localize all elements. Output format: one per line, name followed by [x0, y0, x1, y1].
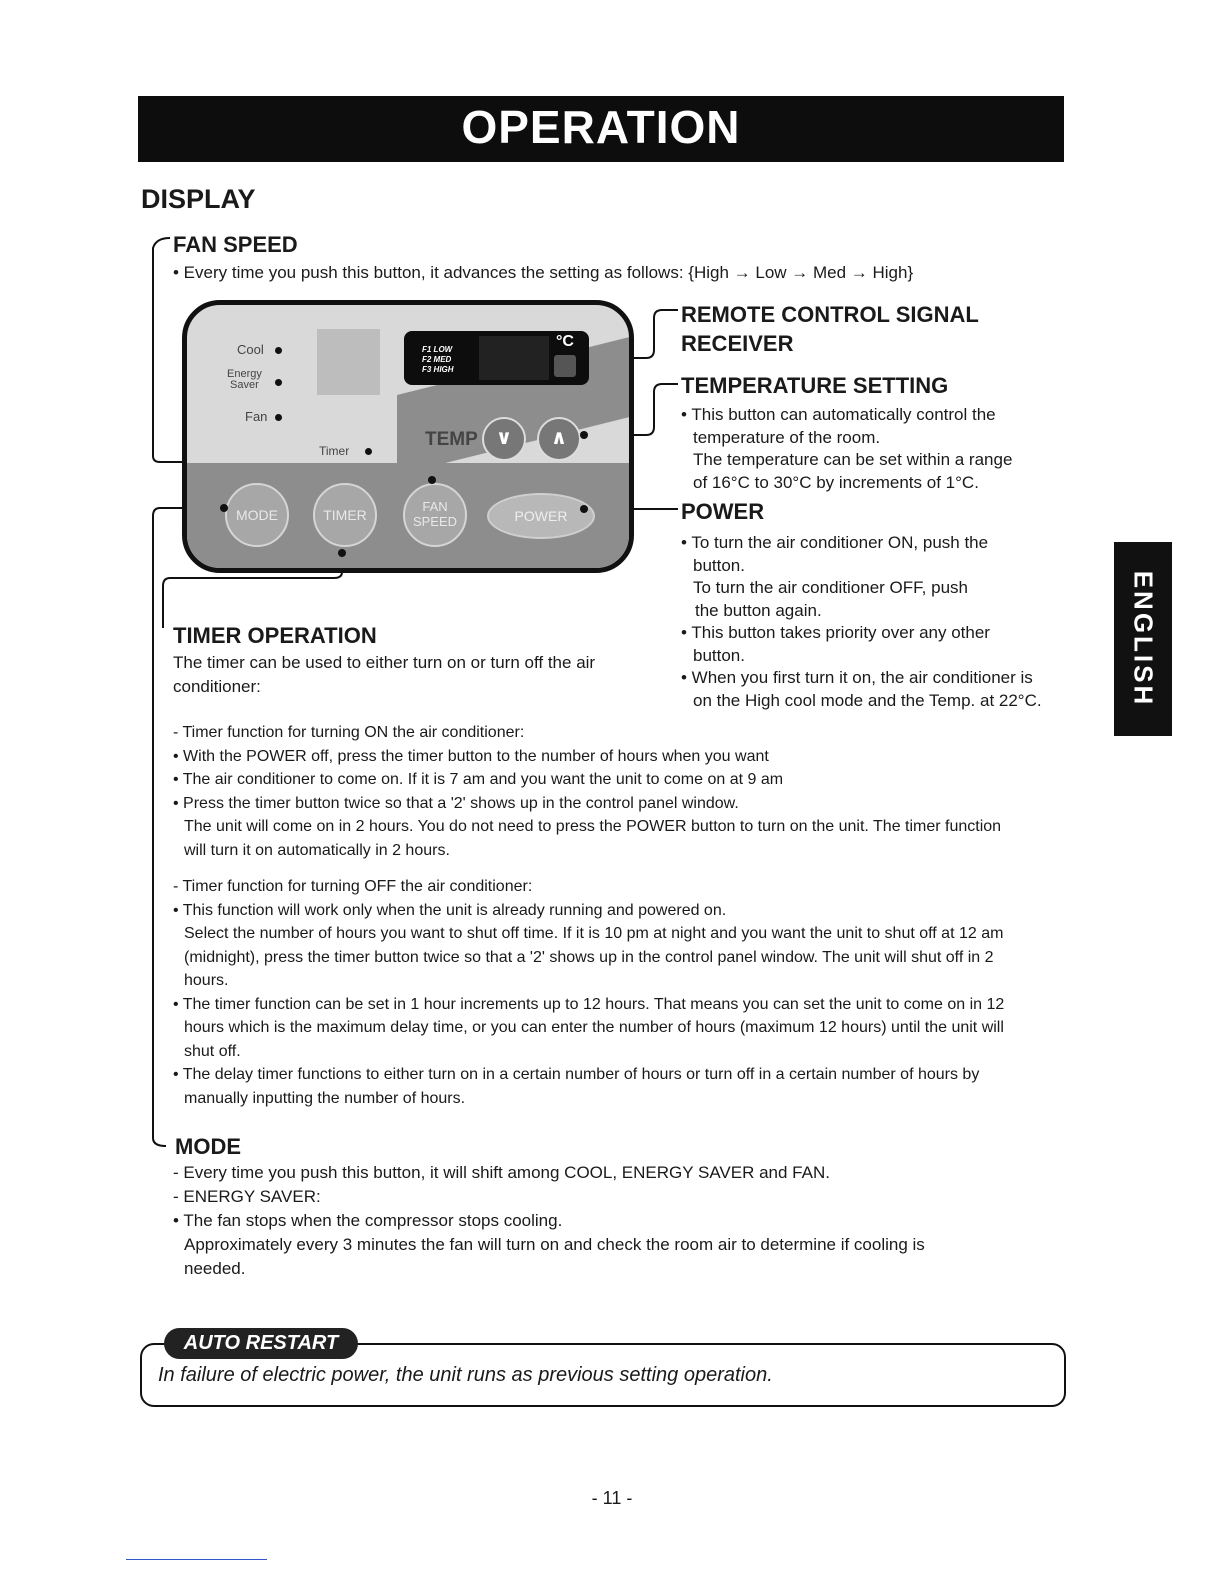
timer-off-line: • The delay timer functions to either turn on in a certain number of hours or turn off in a certain number of hours by	[173, 1066, 980, 1083]
timer-intro-line: conditioner:	[173, 677, 261, 696]
timer-intro-line: The timer can be used to either turn on or turn off the air	[173, 653, 596, 672]
timer-off-line: (midnight), press the timer button twice so that a '2' shows up in the control panel window. The unit will shut off in 2	[184, 948, 994, 966]
timer-off-line: shut off.	[184, 1042, 241, 1060]
power-heading: POWER	[681, 499, 765, 524]
timer-off-line: - Timer function for turning OFF the air conditioner:	[173, 878, 533, 895]
auto-restart-label: AUTO RESTART	[164, 1328, 358, 1359]
timer-operation-intro	[173, 651, 595, 699]
energy-label: Energy	[227, 368, 262, 380]
temperature-heading: TEMPERATURE SETTING	[681, 373, 949, 398]
timer-off-section	[173, 875, 1004, 1110]
mode-line: - Every time you push this button, it will shift among COOL, ENERGY SAVER and FAN.	[173, 1163, 830, 1182]
remote-heading-line1: REMOTE CONTROL SIGNAL	[681, 302, 979, 327]
timer-on-line: will turn it on automatically in 2 hours.	[184, 841, 450, 859]
language-tab-label: ENGLISH	[1128, 570, 1159, 708]
power-button[interactable]: POWER	[487, 493, 595, 539]
temp-label: TEMP	[425, 429, 478, 450]
mode-button[interactable]: MODE	[225, 483, 289, 547]
power-line: button.	[693, 645, 745, 665]
fan-speed-text: • Every time you push this button, it advances the setting as follows: {High → Low → Med → High}	[173, 263, 914, 282]
timer-on-line: The unit will come on in 2 hours. You do not need to press the POWER button to turn on the unit. The timer function	[184, 818, 1002, 835]
power-text	[681, 532, 1042, 712]
mode-text	[173, 1161, 925, 1281]
fan-speed-button-line1: FAN	[422, 499, 448, 514]
power-line: • This button takes priority over any other	[681, 623, 990, 642]
timer-operation-heading: TIMER OPERATION	[173, 623, 377, 648]
remote-receiver-heading	[681, 300, 979, 358]
code-f2: F2 MED	[422, 355, 452, 364]
mode-line: - ENERGY SAVER:	[173, 1187, 321, 1206]
power-line: To turn the air conditioner OFF, push	[693, 578, 968, 597]
temperature-line: temperature of the room.	[693, 427, 881, 447]
page-title: OPERATION	[138, 96, 1064, 162]
temperature-line: The temperature can be set within a range	[693, 450, 1013, 469]
timer-off-line: • The timer function can be set in 1 hour increments up to 12 hours. That means you can set the unit to come on in 12	[173, 995, 1005, 1013]
timer-on-line: • The air conditioner to come on. If it is 7 am and you want the unit to come on at 9 am	[173, 771, 784, 788]
timer-off-line: manually inputting the number of hours.	[184, 1089, 466, 1107]
timer-off-line: • This function will work only when the unit is already running and powered on.	[173, 901, 727, 919]
power-line: on the High cool mode and the Temp. at 22°C.	[693, 690, 1042, 710]
page-number: - 11 -	[591, 1488, 633, 1508]
power-line: the button again.	[695, 600, 822, 620]
fan-speed-heading: FAN SPEED	[173, 232, 298, 257]
timer-off-line: hours which is the maximum delay time, or you can enter the number of hours (maximum 12 hours) until the unit will	[184, 1019, 1004, 1036]
mode-line: needed.	[184, 1259, 246, 1278]
temperature-text	[681, 404, 1012, 494]
timer-on-line: - Timer function for turning ON the air conditioner:	[173, 724, 525, 741]
timer-indicator-label: Timer	[319, 444, 350, 458]
code-f1: F1 LOW	[422, 345, 453, 354]
timer-on-line: • With the POWER off, press the timer button to the number of hours when you want	[173, 747, 769, 765]
timer-off-line: hours.	[184, 972, 229, 989]
power-line: • When you first turn it on, the air conditioner is	[681, 668, 1033, 687]
mode-line: Approximately every 3 minutes the fan will turn on and check the room air to determine if cooling is	[184, 1235, 925, 1254]
auto-restart-text: In failure of electric power, the unit runs as previous setting operation.	[158, 1364, 773, 1386]
code-f3: F3 HIGH	[422, 365, 454, 374]
fan-speed-button-line2: SPEED	[412, 514, 458, 529]
remote-heading-line2: RECEIVER	[681, 331, 794, 356]
temperature-line: • This button can automatically control the	[681, 405, 996, 424]
chevron-down-icon: ∨	[495, 427, 513, 449]
mode-heading: MODE	[175, 1134, 241, 1159]
cool-indicator-label: Cool	[237, 342, 264, 357]
timer-on-line: • Press the timer button twice so that a '2' shows up in the control panel window.	[173, 794, 739, 812]
celsius-unit: °C	[556, 333, 574, 350]
footer-rule	[126, 1559, 267, 1560]
power-line: button.	[693, 555, 745, 575]
timer-on-section	[173, 721, 1001, 862]
timer-button[interactable]: TIMER	[313, 483, 377, 547]
fan-indicator-label: Fan	[245, 409, 268, 424]
timer-off-line: Select the number of hours you want to shut off time. If it is 10 pm at night and you want the unit to shut off at 12 am	[184, 925, 1004, 942]
section-heading-display: DISPLAY	[141, 184, 256, 214]
temperature-line: of 16°C to 30°C by increments of 1°C.	[693, 472, 979, 492]
chevron-up-icon: ∧	[550, 427, 568, 449]
mode-line: • The fan stops when the compressor stops cooling.	[173, 1211, 563, 1230]
power-line: • To turn the air conditioner ON, push the	[681, 533, 989, 552]
saver-label: Saver	[230, 379, 259, 391]
